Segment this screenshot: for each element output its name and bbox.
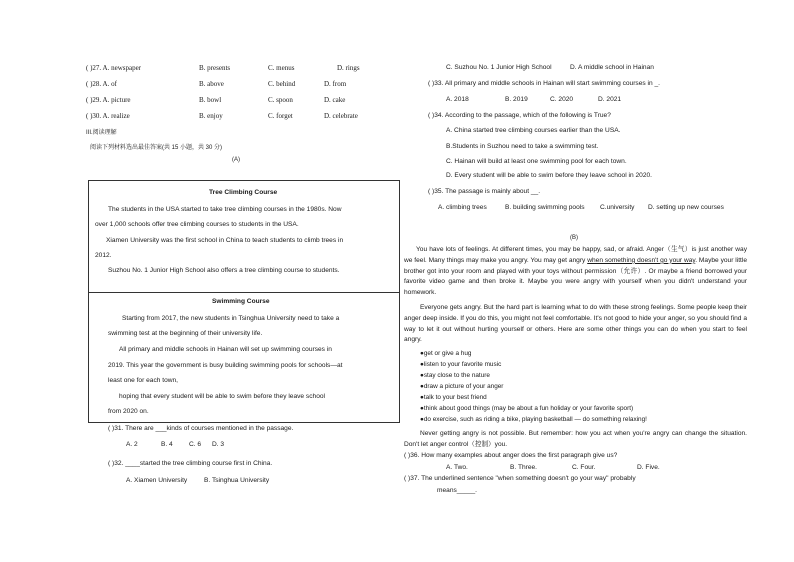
q33-option-c: C. 2020	[550, 96, 574, 103]
q33-option-a: A. 2018	[446, 96, 469, 103]
q34-option-c: C. Hainan will build at least one swimming pool for each town.	[446, 158, 627, 165]
q31-option-a: A. 2	[126, 441, 138, 448]
q35-option-d: D. setting up new courses	[648, 204, 724, 211]
q31-option-c: C. 6	[189, 441, 202, 448]
q35-option-c: C.university	[600, 204, 635, 211]
q37-stem-cont: means_____.	[437, 487, 477, 494]
tree-line-1: The students in the USA started to take tree climbing courses in the 1980s. Now	[108, 206, 342, 213]
q32-option-c: C. Suzhou No. 1 Junior High School	[446, 64, 552, 71]
q27-b: B. presents	[199, 64, 231, 72]
q31-option-b: B. 4	[161, 441, 173, 448]
bullet-item: ●talk to your best friend	[420, 394, 487, 401]
q33-option-d: D. 2021	[598, 96, 622, 103]
tree-line-4: 2012.	[95, 252, 112, 259]
swim-line-7: from 2020 on.	[108, 408, 149, 415]
q31-stem: ( )31. There are ___kinds of courses mentioned in the passage.	[108, 425, 294, 432]
swim-line-4: 2019. This year the government is busy building swimming pools for schools—at	[108, 362, 343, 369]
swim-line-3: All primary and middle schools in Hainan will set up swimming courses in	[119, 346, 332, 353]
q36-stem: ( )36. How many examples about anger does the first paragraph give us?	[404, 452, 618, 459]
q34-option-b: B.Students in Suzhou need to take a swimming test.	[446, 143, 599, 150]
q30-c: C. forget	[268, 112, 293, 120]
q31-option-d: D. 3	[212, 441, 225, 448]
swim-course-title: Swimming Course	[212, 298, 270, 305]
q30-a: ( )30. A. realize	[86, 112, 130, 120]
bullet-item: ●do exercise, such as riding a bike, playing basketball — do something relaxing!	[420, 416, 647, 423]
q34-stem: ( )34. According to the passage, which of the following is True?	[428, 112, 611, 119]
swim-line-6: hoping that every student will be able to swim before they leave school	[119, 393, 325, 400]
q32-option-a: A. Xiamen University	[126, 477, 188, 484]
tree-line-2: over 1,000 schools offer tree climbing courses to students in the USA.	[95, 221, 299, 228]
q32-option-d: D. A middle school in Hainan	[570, 64, 654, 71]
bullet-item: ●get or give a hug	[420, 350, 472, 357]
q33-option-b: B. 2019	[505, 96, 528, 103]
passage-b-label: (B)	[570, 235, 578, 241]
q28-d: D. from	[324, 80, 347, 88]
p1-text-a: You have lots of feelings. At different times, you may be happy, sad, or afraid. Anger（生气）is just another way we feel. Many things may make you angry. You may get angry	[404, 246, 747, 264]
q37-stem: ( )37. The underlined sentence "when something doesn't go your way" probably	[404, 475, 636, 482]
q27-d: D. rings	[337, 64, 360, 72]
q28-a: ( )28. A. of	[86, 80, 117, 88]
q27-a: ( )27. A. newspaper	[86, 64, 142, 72]
bullet-item: ●think about good things (may be about a fun holiday or your favorite sport)	[420, 405, 634, 412]
passage-a-label: (A)	[232, 157, 240, 163]
q35-stem: ( )35. The passage is mainly about __.	[428, 188, 541, 195]
q34-option-a: A. China started tree climbing courses earlier than the USA.	[446, 127, 621, 134]
q30-b: B. enjoy	[199, 112, 223, 120]
tree-line-5: Suzhou No. 1 Junior High School also offers a tree climbing course to students.	[108, 267, 340, 274]
q36-option-d: D. Five.	[637, 464, 660, 471]
q29-c: C. spoon	[268, 96, 293, 104]
q30-d: D. celebrate	[324, 112, 358, 120]
q36-option-a: A. Two.	[446, 464, 468, 471]
tree-course-title: Tree Climbing Course	[209, 189, 278, 196]
swim-line-1: Starting from 2017, the new students in Tsinghua University need to take a	[122, 315, 340, 322]
section-title: III.阅读理解	[86, 130, 117, 136]
q34-option-d: D. Every student will be able to swim before they leave school in 2020.	[446, 172, 652, 179]
q35-option-b: B. building swimming pools	[505, 204, 585, 211]
section-instructions: 阅读下列材料选出最佳答案(共 15 小题，共 30 分)	[90, 145, 223, 151]
q35-option-a: A. climbing trees	[438, 204, 487, 211]
q36-option-c: C. Four.	[572, 464, 596, 471]
bullet-item: ●stay close to the nature	[420, 372, 490, 379]
q29-b: B. bowl	[199, 96, 222, 104]
box-divider	[88, 292, 399, 293]
swim-line-5: least one for each town,	[108, 377, 179, 384]
p1-underlined-sentence: when something doesn't go your way	[587, 256, 696, 264]
q32-option-b: B. Tsinghua University	[204, 477, 270, 484]
q29-a: ( )29. A. picture	[86, 96, 131, 104]
q36-option-b: B. Three.	[510, 464, 537, 471]
q28-b: B. above	[199, 80, 224, 88]
q32-stem: ( )32. ____started the tree climbing course first in China.	[108, 460, 273, 467]
bullet-item: ●listen to your favorite music	[420, 361, 502, 368]
passage-b-paragraph-3: Never getting angry is not possible. But remember: how you act when you're angry can change the situation. Don't let anger control（控制）you.	[404, 430, 747, 448]
bullet-item: ●draw a picture of your anger	[420, 383, 504, 390]
q27-c: C. menus	[268, 64, 295, 72]
tree-line-3: Xiamen University was the first school in China to teach students to climb trees in	[106, 237, 344, 244]
q28-c: C. behind	[268, 80, 296, 88]
q29-d: D. cake	[324, 96, 346, 104]
passage-b-paragraph-1	[404, 245, 747, 299]
q33-stem: ( )33. All primary and middle schools in Hainan will start swimming courses in _.	[428, 80, 660, 87]
swim-line-2: swimming test at the beginning of their university life.	[108, 330, 263, 337]
passage-b-paragraph-2: Everyone gets angry. But the hard part is learning what to do with these strong feelings. Some people keep their anger deep inside. If you do this, you might not feel comfortable. It's not good to hide your anger, so you should find a way to let it out without hurting yourself or others. Here are some other things you can do when you start to feel angry.	[404, 304, 747, 344]
p1-text-b: . Maybe your little brother got into your room and played with your toys without permission（允许）. Or maybe a friend borrowed your favorite video game and then broke it. Maybe you were angry with yourself when you didn't understand your homework.	[404, 256, 747, 297]
